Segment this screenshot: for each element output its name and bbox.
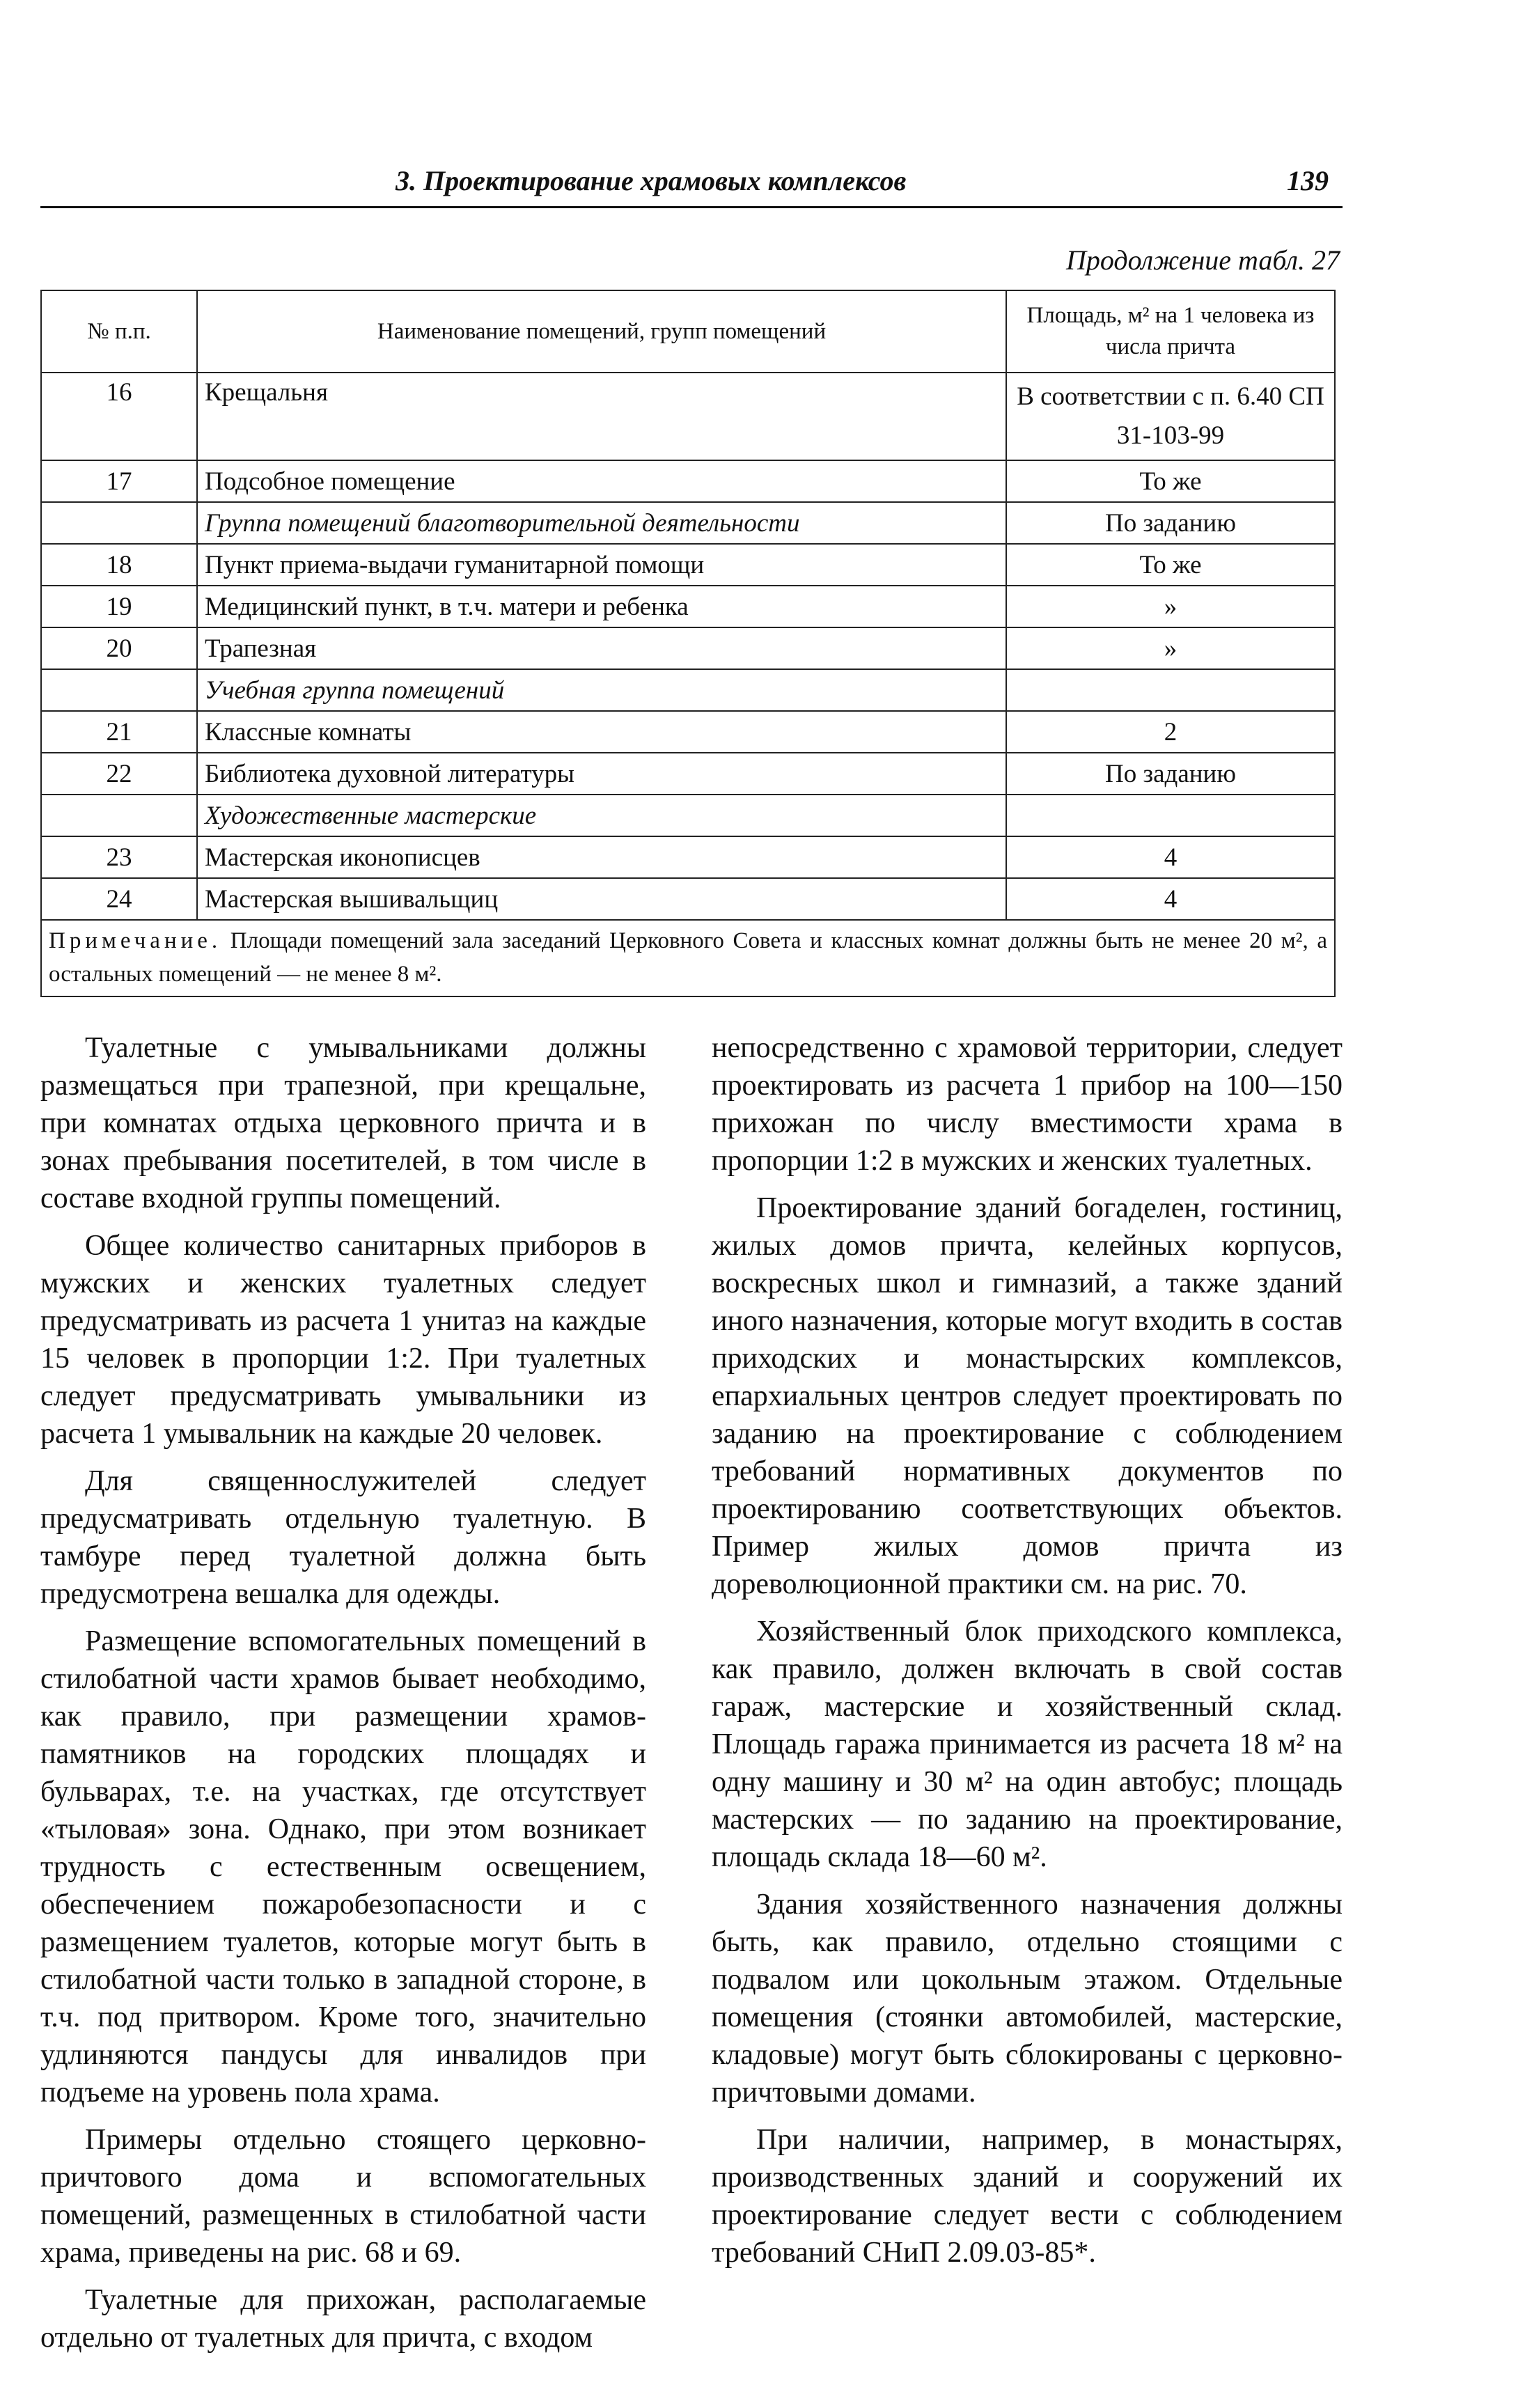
row-name: Пункт приема-выдачи гуманитарной помощи xyxy=(197,544,1006,586)
table-row xyxy=(41,373,1335,460)
rooms-table xyxy=(40,290,1336,997)
paragraph: Хозяйственный блок приходского комплекса, как правило, должен включать в свой состав гараж, мастерские и хозяйственный склад. Площадь гаража принимается из расчета 18 м² на одну машину и 30 м² на один автобус; площадь мастерских — по заданию на проектирование, площадь склада 18—60 м². xyxy=(712,1616,1343,1873)
right-column xyxy=(712,1029,1343,2281)
paragraph: Размещение вспомогательных помещений в стилобатной части храмов бывает необходимо, как правило, при размещении храмов-памятников на городских площадях и бульварах, т.е. на участках, где отсутствует «тыловая» зона. Однако, при этом возникает трудность с естественным освещением, обеспечением пожаробезопасности и с размещением туалетов, которые могут быть в стилобатной части только в западной стороне, в т.ч. под притвором. Кроме того, значительно удлиняются пандусы для инвалидов при подъеме на уровень пола храма. xyxy=(40,1625,646,2109)
left-column xyxy=(40,1029,646,2366)
chapter-title: 3. Проектирование храмовых комплексов xyxy=(396,165,907,196)
paragraph: Здания хозяйственного назначения должны быть, как правило, отдельно стоящими с подвалом или цокольным этажом. Отдельные помещения (стоянки автомобилей, мастерские, кладовые) могут быть сблокированы с церковно-причтовыми домами. xyxy=(712,1889,1343,2109)
row-num: 22 xyxy=(41,753,197,795)
page-header xyxy=(40,164,1343,206)
group-heading: Учебная группа помещений xyxy=(197,669,1006,711)
row-num: 19 xyxy=(41,586,197,627)
table-row xyxy=(41,460,1335,502)
row-area: То же xyxy=(1006,460,1335,502)
row-area: По заданию xyxy=(1006,502,1335,544)
row-area: 4 xyxy=(1006,878,1335,920)
header-name: Наименование помещений, групп помещений xyxy=(197,290,1006,373)
row-name: Трапезная xyxy=(197,627,1006,669)
note-label: Примечание. xyxy=(49,928,222,953)
row-area: По заданию xyxy=(1006,753,1335,795)
row-num: 17 xyxy=(41,460,197,502)
row-num: 18 xyxy=(41,544,197,586)
row-num: 20 xyxy=(41,627,197,669)
header-num: № п.п. xyxy=(41,290,197,373)
row-num: 21 xyxy=(41,711,197,753)
table-row xyxy=(41,711,1335,753)
paragraph: Для священнослужителей следует предусматривать отдельную туалетную. В тамбуре перед туалетной должна быть предусмотрена вешалка для одежды. xyxy=(40,1465,646,1610)
table-header-row xyxy=(41,290,1335,373)
paragraph-continuation: непосредственно с храмовой территории, следует проектировать из расчета 1 прибор на 100—150 прихожан по числу вместимости храма в пропорции 1:2 в мужских и женских туалетных. xyxy=(712,1032,1343,1177)
row-num: 23 xyxy=(41,836,197,878)
row-area: » xyxy=(1006,586,1335,627)
row-num: 16 xyxy=(41,373,197,460)
header-rule xyxy=(40,206,1343,208)
table-note-row xyxy=(41,920,1335,996)
note-text: Площади помещений зала заседаний Церковного Совета и классных комнат должны быть не менее 20 м², а остальных помещений — не менее 8 м². xyxy=(49,928,1327,987)
table-row xyxy=(41,544,1335,586)
table-row xyxy=(41,878,1335,920)
row-name: Классные комнаты xyxy=(197,711,1006,753)
row-name: Мастерская иконописцев xyxy=(197,836,1006,878)
row-num xyxy=(41,669,197,711)
row-name: Мастерская вышивальщиц xyxy=(197,878,1006,920)
paragraph: Туалетные с умывальниками должны размещаться при трапезной, при крещальне, при комнатах отдыха церковного причта и в зонах пребывания посетителей, в том числе в составе входной группы помещений. xyxy=(40,1032,646,1214)
page-number: 139 xyxy=(1287,165,1329,196)
row-area: » xyxy=(1006,627,1335,669)
row-name: Крещальня xyxy=(197,373,1006,460)
table-group-row xyxy=(41,669,1335,711)
group-heading: Группа помещений благотворительной деятельности xyxy=(197,502,1006,544)
row-area: То же xyxy=(1006,544,1335,586)
group-heading: Художественные мастерские xyxy=(197,795,1006,836)
row-num xyxy=(41,795,197,836)
table-row xyxy=(41,753,1335,795)
table-caption: Продолжение табл. 27 xyxy=(1065,244,1340,276)
paragraph: Примеры отдельно стоящего церковно-причтового дома и вспомогательных помещений, размещенных в стилобатной части храма, приведены на рис. 68 и 69. xyxy=(40,2124,646,2269)
table-group-row xyxy=(41,795,1335,836)
paragraph: Туалетные для прихожан, располагаемые отдельно от туалетных для причта, с входом xyxy=(40,2284,646,2354)
table-group-row xyxy=(41,502,1335,544)
paragraph: Общее количество санитарных приборов в мужских и женских туалетных следует предусматривать из расчета 1 унитаз на каждые 15 человек в пропорции 1:2. При туалетных следует предусматривать умывальники из расчета 1 умывальник на каждые 20 человек. xyxy=(40,1230,646,1450)
table-row xyxy=(41,836,1335,878)
row-name: Медицинский пункт, в т.ч. матери и ребенка xyxy=(197,586,1006,627)
row-area: 2 xyxy=(1006,711,1335,753)
paragraph: При наличии, например, в монастырях, производственных зданий и сооружений их проектирование следует вести с соблюдением требований СНиП 2.09.03-85*. xyxy=(712,2124,1343,2269)
row-num xyxy=(41,502,197,544)
row-area xyxy=(1006,669,1335,711)
table-row xyxy=(41,586,1335,627)
row-name: Подсобное помещение xyxy=(197,460,1006,502)
header-area: Площадь, м² на 1 человека из числа причта xyxy=(1006,290,1335,373)
table-note xyxy=(41,920,1335,996)
table-row xyxy=(41,627,1335,669)
row-area xyxy=(1006,795,1335,836)
row-area: 4 xyxy=(1006,836,1335,878)
row-num: 24 xyxy=(41,878,197,920)
row-area: В соответствии с п. 6.40 СП 31-103-99 xyxy=(1006,373,1335,460)
row-name: Библиотека духовной литературы xyxy=(197,753,1006,795)
paragraph: Проектирование зданий богаделен, гостиниц, жилых домов причта, келейных корпусов, воскресных школ и гимназий, а также зданий иного назначения, которые могут входить в состав приходских и монастырских комплексов, епархиальных центров следует проектировать по заданию на проектирование с соблюдением требований нормативных документов по проектированию соответствующих объектов. Пример жилых домов причта из дореволюционной практики см. на рис. 70. xyxy=(712,1192,1343,1600)
